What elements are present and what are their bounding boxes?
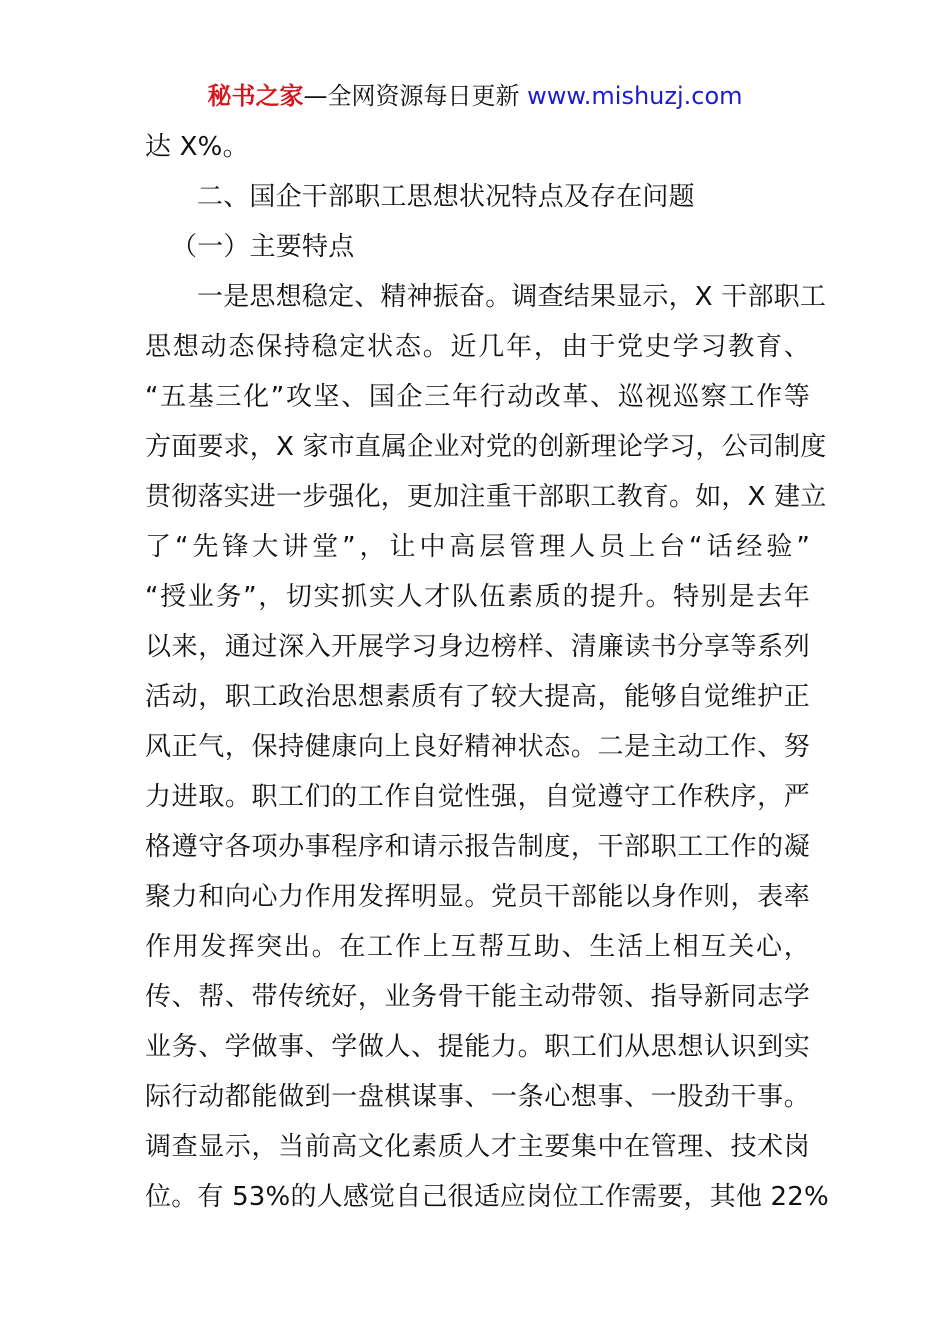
text-line: 聚力和向心力作用发挥明显。党员干部能以身作则，表率 (145, 882, 810, 912)
header-tagline: —全网资源每日更新 (303, 82, 528, 110)
brand-name: 秘书之家 (207, 82, 304, 110)
section-heading: 二、国企干部职工思想状况特点及存在问题 (197, 182, 695, 212)
text-line: “五基三化”攻坚、国企三年行动改革、巡视巡察工作等 (145, 382, 810, 412)
text-line: 际行动都能做到一盘棋谋事、一条心想事、一股劲干事。 (145, 1082, 810, 1112)
site-header (0, 80, 950, 112)
text-line: 以来，通过深入开展学习身边榜样、清廉读书分享等系列 (145, 632, 810, 662)
text-line: 传、帮、带传统好，业务骨干能主动带领、指导新同志学 (145, 982, 810, 1012)
text-line: 作用发挥突出。在工作上互帮互助、生活上相互关心， (145, 932, 810, 962)
text-line: 思想动态保持稳定状态。近几年，由于党史学习教育、 (145, 332, 810, 362)
text-line: 格遵守各项办事程序和请示报告制度，干部职工工作的凝 (145, 832, 810, 862)
text-line: 风正气，保持健康向上良好精神状态。二是主动工作、努 (145, 732, 810, 762)
text-line: 达 X%。 (145, 132, 249, 162)
text-line: 贯彻落实进一步强化，更加注重干部职工教育。如，X 建立 (145, 482, 827, 512)
text-line: 调查显示，当前高文化素质人才主要集中在管理、技术岗 (145, 1132, 810, 1162)
text-line: 了“先锋大讲堂”，让中高层管理人员上台“话经验” (145, 532, 810, 562)
text-line: 活动，职工政治思想素质有了较大提高，能够自觉维护正 (145, 682, 810, 712)
text-line: 一是思想稳定、精神振奋。调查结果显示，X 干部职工 (197, 282, 827, 312)
text-line: 力进取。职工们的工作自觉性强，自觉遵守工作秩序，严 (145, 782, 810, 812)
text-line: 位。有 53%的人感觉自己很适应岗位工作需要，其他 22% (145, 1182, 829, 1212)
text-line: 业务、学做事、学做人、提能力。职工们从思想认识到实 (145, 1032, 810, 1062)
subsection-heading: （一）主要特点 (171, 232, 355, 262)
site-url-link[interactable]: www.mishuzj.com (527, 82, 743, 110)
text-line: “授业务”，切实抓实人才队伍素质的提升。特别是去年 (145, 582, 810, 612)
text-line: 方面要求，X 家市直属企业对党的创新理论学习，公司制度 (145, 432, 827, 462)
